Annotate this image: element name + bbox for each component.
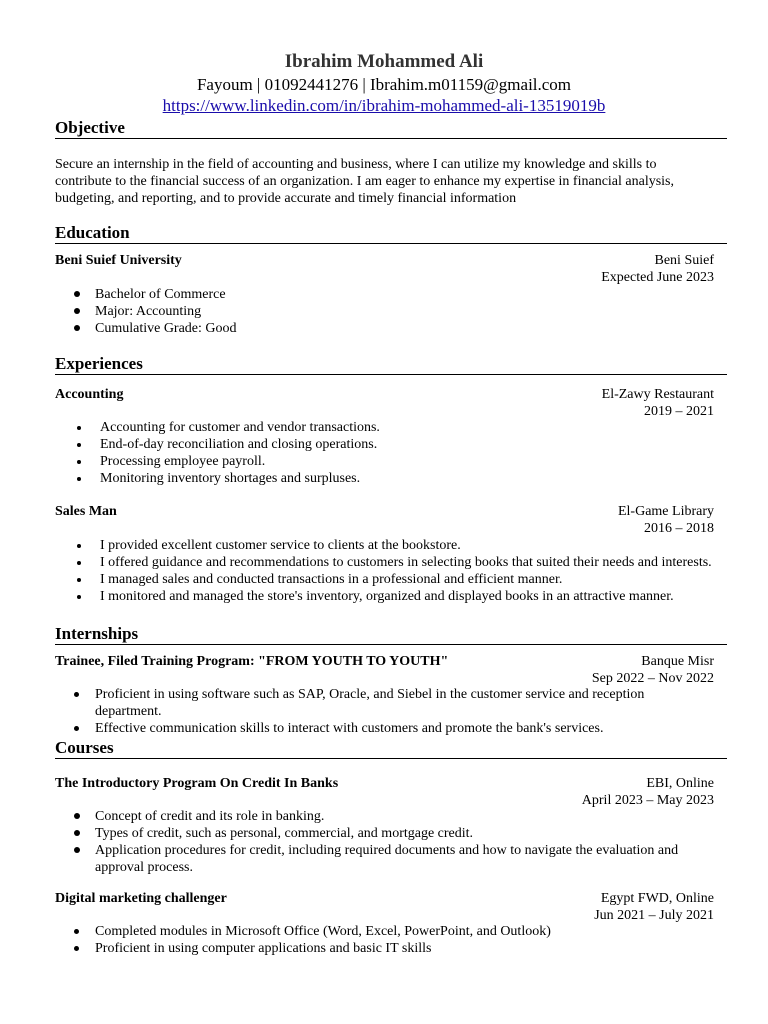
list-item: End-of-day reconciliation and closing operations.	[55, 436, 714, 453]
internships-heading: Internships	[55, 623, 727, 645]
experiences-section	[55, 353, 727, 605]
list-item: Bachelor of Commerce	[55, 286, 714, 303]
objective-heading: Objective	[55, 117, 727, 139]
course-date: Jun 2021 – July 2021	[594, 908, 714, 923]
internship-date: Sep 2022 – Nov 2022	[591, 671, 714, 686]
job-duties-list	[55, 537, 714, 605]
course-name: The Introductory Program On Credit In Banks	[55, 776, 339, 791]
course-meta	[582, 775, 714, 809]
candidate-name: Ibrahim Mohammed Ali	[284, 51, 484, 72]
list-item: Completed modules in Microsoft Office (Word, Excel, PowerPoint, and Outlook)	[55, 923, 714, 940]
education-meta	[601, 252, 714, 286]
course-date: April 2023 – May 2023	[581, 793, 714, 808]
job-entry	[55, 386, 714, 487]
course-topics-list	[55, 923, 714, 957]
job-entry	[55, 503, 714, 605]
course-meta	[594, 890, 714, 924]
internship-place: Banque Misr	[641, 654, 714, 669]
linkedin-link[interactable]: https://www.linkedin.com/in/ibrahim-mohammed-ali-13519019b	[162, 96, 606, 115]
courses-section	[55, 737, 727, 957]
job-place: El-Game Library	[617, 504, 714, 519]
education-section	[55, 222, 727, 337]
list-item: Effective communication skills to interact with customers and promote the bank's services.	[55, 720, 714, 737]
internship-role: Trainee, Filed Training Program: "FROM YOUTH TO YOUTH"	[55, 654, 449, 669]
job-date: 2019 – 2021	[644, 404, 714, 419]
list-item: I managed sales and conducted transactions in a professional and efficient manner.	[55, 571, 714, 588]
job-duties-list	[55, 419, 714, 487]
objective-text: Secure an internship in the field of accounting and business, where I can utilize my knowledge and skills to contribute to the financial success of an organization. I am eager to enhance my expertise in financial analysis, budgeting, and reporting, and to provide accurate and timely financial information	[55, 157, 675, 206]
courses-heading: Courses	[55, 737, 727, 759]
education-entry	[55, 252, 714, 337]
list-item: Cumulative Grade: Good	[55, 320, 714, 337]
education-heading: Education	[55, 222, 727, 244]
course-provider: EBI, Online	[646, 776, 714, 791]
course-provider: Egypt FWD, Online	[600, 891, 714, 906]
job-place: El-Zawy Restaurant	[601, 387, 714, 402]
job-role: Sales Man	[55, 504, 117, 519]
list-item: I provided excellent customer service to clients at the bookstore.	[55, 537, 714, 554]
education-list	[55, 286, 714, 337]
course-entry	[55, 890, 714, 957]
list-item: Major: Accounting	[55, 303, 714, 320]
course-name: Digital marketing challenger	[55, 891, 227, 906]
list-item: Accounting for customer and vendor transactions.	[55, 419, 714, 436]
list-item: I monitored and managed the store's inventory, organized and displayed books in an attractive manner.	[55, 588, 714, 605]
list-item: Types of credit, such as personal, commercial, and mortgage credit.	[55, 825, 695, 842]
school-location: Beni Suief	[654, 253, 714, 268]
internship-entry	[55, 653, 714, 737]
list-item: Processing employee payroll.	[55, 453, 714, 470]
school-name: Beni Suief University	[55, 253, 182, 268]
job-role: Accounting	[55, 387, 124, 402]
internship-list	[55, 686, 714, 737]
experiences-heading: Experiences	[55, 353, 727, 375]
course-entry	[55, 775, 714, 876]
job-meta	[618, 503, 714, 537]
education-date: Expected June 2023	[601, 270, 714, 285]
internship-meta	[592, 653, 714, 687]
list-item: Proficient in using software such as SAP, Oracle, and Siebel in the customer service and reception department.	[55, 686, 714, 720]
list-item: Concept of credit and its role in banking.	[55, 808, 695, 825]
job-meta	[602, 386, 714, 420]
objective-section	[55, 117, 727, 207]
resume-header	[0, 51, 768, 116]
list-item: Proficient in using computer applications and basic IT skills	[55, 940, 714, 957]
job-date: 2016 – 2018	[644, 521, 714, 536]
internships-section	[55, 623, 727, 737]
list-item: Monitoring inventory shortages and surpluses.	[55, 470, 714, 487]
list-item: Application procedures for credit, including required documents and how to navigate the evaluation and approval process.	[55, 842, 695, 876]
contact-line: Fayoum | 01092441276 | Ibrahim.m01159@gmail.com	[196, 75, 572, 94]
list-item: I offered guidance and recommendations to customers in selecting books that suited their needs and interests.	[55, 554, 714, 571]
course-topics-list	[55, 808, 695, 876]
